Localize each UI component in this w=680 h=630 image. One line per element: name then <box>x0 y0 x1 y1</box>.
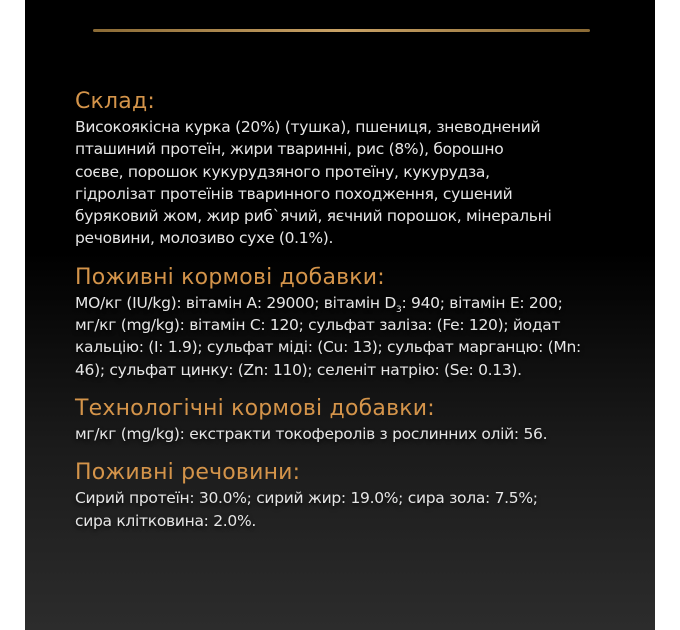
nutrients-heading: Поживні речовини: <box>75 460 301 486</box>
nutrients-line: сира клітковина: 2.0%. <box>75 511 257 530</box>
subscript: 3 <box>396 304 402 315</box>
technological-line: мг/кг (mg/kg): екстракти токоферолів з рослинних олій: 56. <box>75 424 548 443</box>
additives-line: кальцію: (I: 1.9); сульфат міді: (Cu: 13); сульфат марганцю: (Mn: <box>75 338 581 357</box>
gold-divider <box>93 29 590 32</box>
composition-line: Високоякісна курка (20%) (тушка), пшениця, зневоднений <box>75 118 541 136</box>
additives-line: мг/кг (mg/kg): вітамін С: 120; сульфат заліза: (Fe: 120); йодат <box>75 316 561 335</box>
label-content <box>75 88 645 546</box>
additives-text: МО/кг (IU/kg): вітамін А: 29000; вітамін D <box>75 293 397 312</box>
composition-line: буряковий жом, жир риб`ячий, яєчний порошок, мінеральні <box>75 207 552 226</box>
additives-line: 46); сульфат цинку: (Zn: 110); селеніт натрію: (Se: 0.13). <box>75 360 522 379</box>
composition-line: речовини, молозиво сухе (0.1%). <box>75 229 334 248</box>
label-panel <box>25 0 655 630</box>
composition-section <box>75 88 645 250</box>
technological-additives-heading: Технологічні кормові добавки: <box>75 395 435 421</box>
nutritional-additives-heading: Поживні кормові добавки: <box>75 264 385 290</box>
composition-line: пташиний протеїн, жири тваринні, рис (8%), борошно <box>75 140 504 159</box>
additives-text: : 940; вітамін Е: 200; <box>401 293 563 312</box>
nutritional-additives-section <box>75 264 645 381</box>
nutrients-section <box>75 459 645 532</box>
composition-line: гідролізат протеїнів тваринного походження, сушений <box>75 184 513 203</box>
technological-additives-section <box>75 395 645 445</box>
nutrients-line: Сирий протеїн: 30.0%; сирий жир: 19.0%; сира зола: 7.5%; <box>75 489 538 508</box>
composition-line: соєве, порошок кукурудзяного протеїну, кукурудза, <box>75 162 490 181</box>
additives-line <box>75 292 645 314</box>
composition-heading: Склад: <box>75 89 156 114</box>
